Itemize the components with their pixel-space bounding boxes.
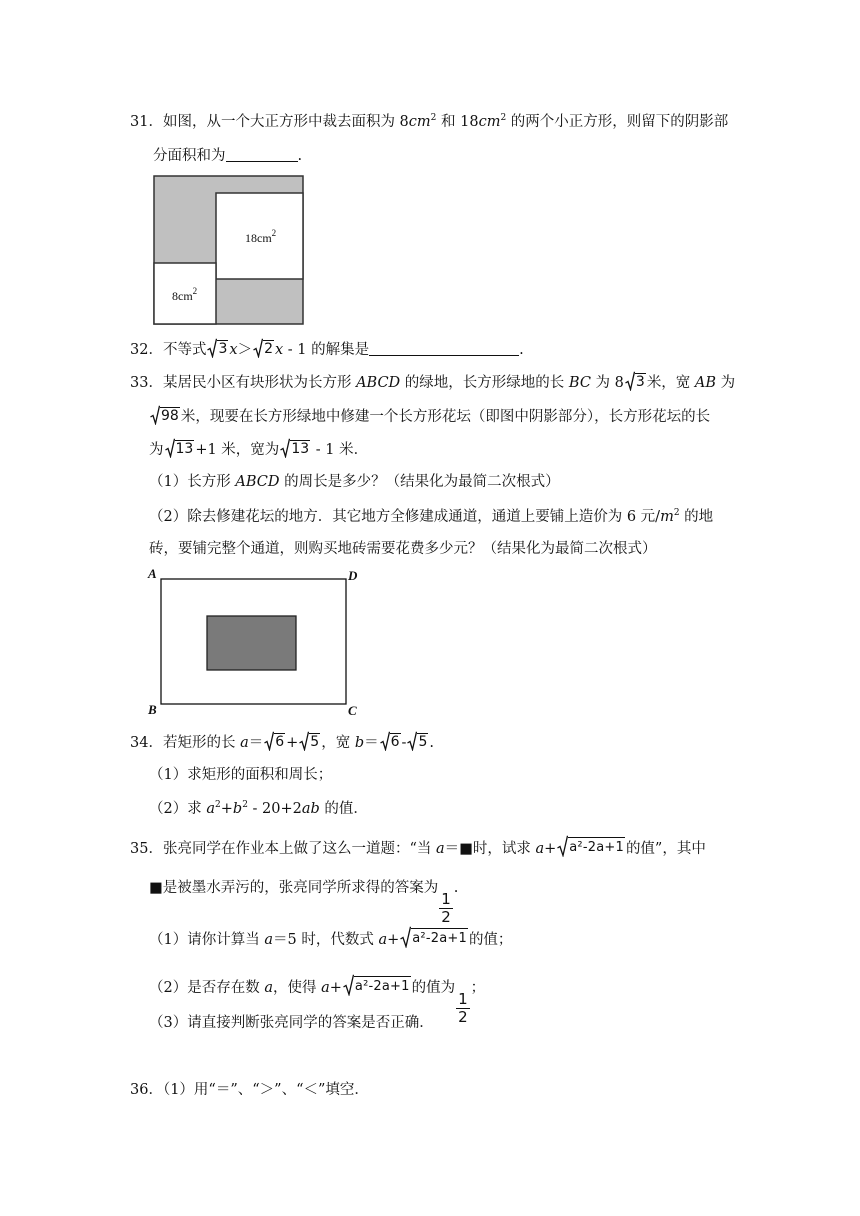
sqrt-98: 98 (150, 405, 180, 425)
q34-part1: （1）求矩形的面积和周长； (149, 767, 333, 783)
sqrt-3: 3 (625, 371, 646, 391)
q33-part2-line1: （2）除去修建花坛的地方．其它地方全修建成通道，通道上要铺上造价为 6 元$/m^2$ 的地 (149, 508, 714, 525)
q36-line1: 36．（1）用“＝”、“＞”、“＜”填空． (130, 1082, 369, 1098)
corner-d: D (348, 568, 358, 583)
corner-a: A (148, 566, 157, 581)
q33-line1: 33．某居民小区有块形状为长方形 ABCD 的绿地，长方形绿地的长 BC 为 8 3 米，宽 AB 为 (130, 371, 735, 393)
q31-squares-figure (153, 175, 305, 326)
corner-b: B (148, 702, 157, 717)
sqrt-a2-2a-1: a²-2a+1 (400, 926, 468, 948)
q33-rectangle-figure (145, 566, 365, 720)
q33-line3: 为 13 +1 米，宽为 13 - 1 米． (149, 438, 368, 460)
q35-part3: （3）请直接判断张亮同学的答案是否正确． (149, 1015, 434, 1031)
q35-part1: （1）请你计算当 a＝5 时，代数式 a+ a²-2a+1 的值； (149, 926, 512, 950)
q33-rect-svg (145, 566, 365, 720)
sqrt-5: 5 (407, 731, 428, 751)
sqrt-13: 13 (280, 438, 310, 458)
q31-number: 31． (130, 114, 163, 130)
q33-line2: 98 米，现要在长方形绿地中修建一个长方形花坛（即图中阴影部分），长方形花坛的长 (149, 405, 710, 427)
q35-line2: ■是被墨水弄污的，张亮同学所求得的答案为 $\frac{1}{2}$ . (149, 880, 459, 926)
q33-part2-line2: 砖，要铺完整个通道，则购买地砖需要花费多少元？（结果化为最简二次根式） (149, 541, 657, 557)
q34-line1: 34．若矩形的长 a＝ 6 + 5 ，宽 b＝ 6 - 5 . (130, 731, 434, 753)
sqrt-2: 2 (253, 338, 274, 358)
answer-blank[interactable] (369, 341, 519, 356)
q33-part1: （1）长方形 ABCD 的周长是多少？（结果化为最简二次根式） (149, 474, 560, 490)
fraction-one-half: $\frac{1}{2}$ (441, 890, 451, 926)
corner-c: C (348, 703, 357, 718)
sqrt-5: 5 (299, 731, 320, 751)
q34-part2: （2）求 $a^2+b^2 - 20+2ab$ 的值． (149, 800, 368, 817)
sqrt-a2-2a-1: a²-2a+1 (343, 974, 411, 996)
q35-part2: （2）是否存在数 a，使得 a+ a²-2a+1 的值为 $\frac{1}{2}$ ； (149, 974, 485, 1026)
label-8cm2: $8cm^2$ (172, 286, 198, 303)
sqrt-6: 6 (264, 731, 285, 751)
q31-line2: 分面积和为 . (153, 148, 303, 164)
fraction-one-half: $\frac{1}{2}$ (458, 990, 468, 1026)
q31-line1: 31．如图，从一个大正方形中裁去面积为 $8cm^2$ 和 $18cm^2$ 的两个小正方形，则留下的阴影部 (130, 113, 729, 130)
answer-blank[interactable] (226, 147, 298, 162)
flower-bed (207, 616, 296, 670)
sqrt-a2-2a-1: a²-2a+1 (557, 835, 625, 857)
sqrt-13: 13 (165, 438, 195, 458)
sqrt-3: 3 (207, 338, 228, 358)
q35-line1: 35．张亮同学在作业本上做了这么一道题：“当 a＝■时，试求 a+ a²-2a+1 的值”，其中 (130, 835, 706, 859)
label-18cm2: $18cm^2$ (245, 228, 277, 245)
sqrt-6: 6 (380, 731, 401, 751)
q32-line: 32．不等式 3 x＞ 2 x - 1 的解集是 . (130, 338, 524, 360)
